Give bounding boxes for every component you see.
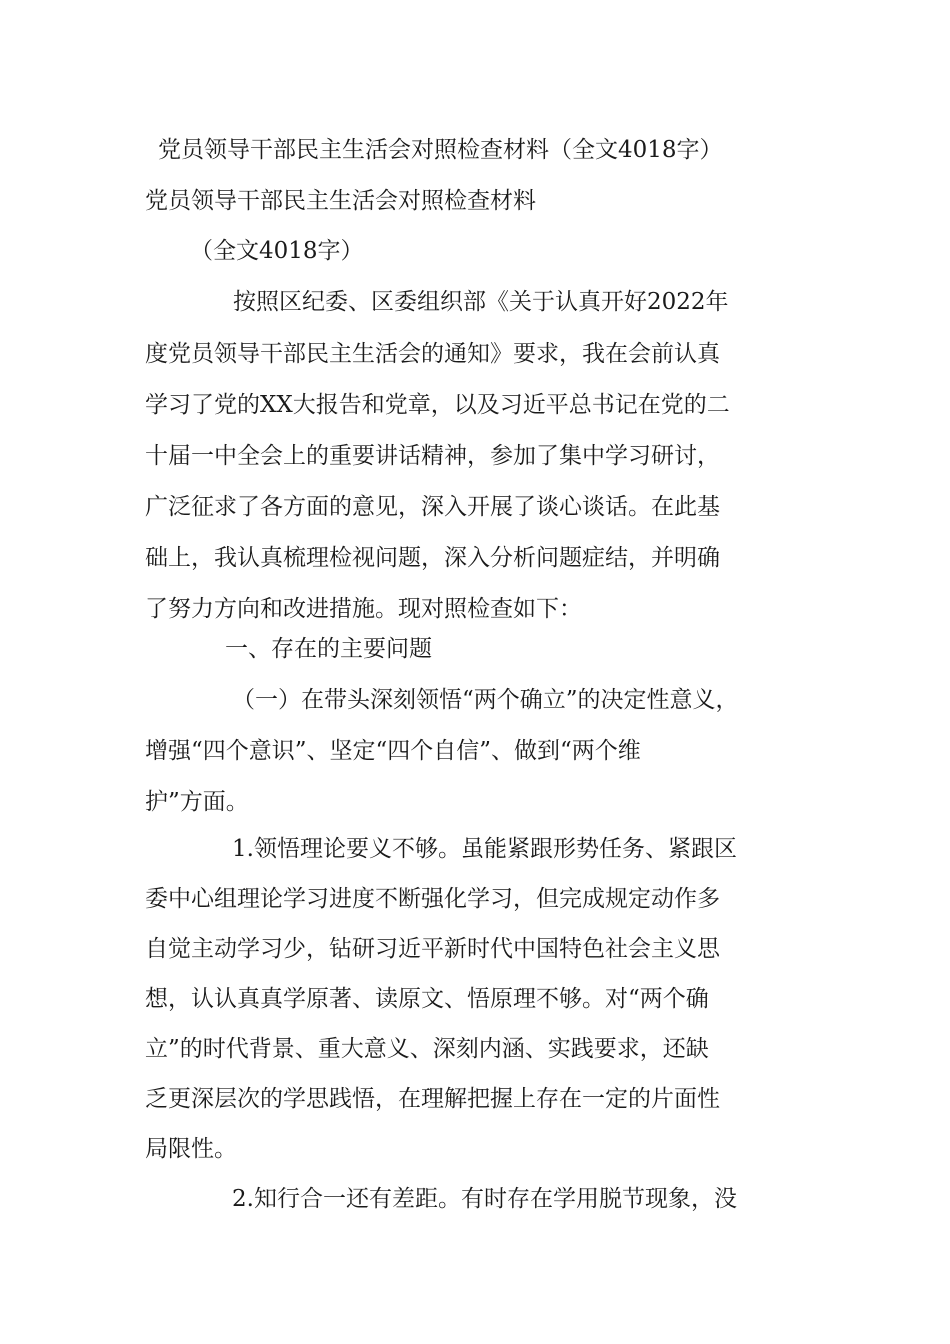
subsection-line: 增强“四个意识”、坚定“四个自信”、做到“两个维 xyxy=(145,738,641,764)
document-subtitle: 党员领导干部民主生活会对照检查材料 xyxy=(145,188,536,214)
item-line: 1.领悟理论要义不够。虽能紧跟形势任务、紧跟区 xyxy=(232,836,737,862)
document-title: 党员领导干部民主生活会对照检查材料（全文4018字） xyxy=(158,137,723,163)
paragraph-line: 十届一中全会上的重要讲话精神，参加了集中学习研讨， xyxy=(145,443,720,469)
item-line: 乏更深层次的学思践悟，在理解把握上存在一定的片面性 xyxy=(145,1086,720,1112)
item-line: 局限性。 xyxy=(145,1136,237,1162)
subsection-line: （一）在带头深刻领悟“两个确立”的决定性意义， xyxy=(232,687,739,713)
subsection-line: 护”方面。 xyxy=(145,789,249,815)
word-count: （全文4018字） xyxy=(190,238,364,264)
section-heading: 一、存在的主要问题 xyxy=(225,636,432,662)
paragraph-line: 础上，我认真梳理检视问题，深入分析问题症结，并明确 xyxy=(145,545,720,571)
paragraph-line: 度党员领导干部民主生活会的通知》要求，我在会前认真 xyxy=(145,341,720,367)
item-line: 想，认认真真学原著、读原文、悟原理不够。对“两个确 xyxy=(145,986,709,1012)
item-line: 委中心组理论学习进度不断强化学习，但完成规定动作多 xyxy=(145,886,720,912)
paragraph-line: 了努力方向和改进措施。现对照检查如下： xyxy=(145,596,582,622)
item-line: 自觉主动学习少，钻研习近平新时代中国特色社会主义思 xyxy=(145,936,720,962)
item-line: 立”的时代背景、重大意义、深刻内涵、实践要求，还缺 xyxy=(145,1036,709,1062)
paragraph-line: 按照区纪委、区委组织部《关于认真开好2022年 xyxy=(233,289,729,315)
paragraph-line: 学习了党的XX大报告和党章，以及习近平总书记在党的二 xyxy=(145,392,730,418)
paragraph-line: 广泛征求了各方面的意见，深入开展了谈心谈话。在此基 xyxy=(145,494,720,520)
item-line: 2.知行合一还有差距。有时存在学用脱节现象，没 xyxy=(232,1186,737,1212)
